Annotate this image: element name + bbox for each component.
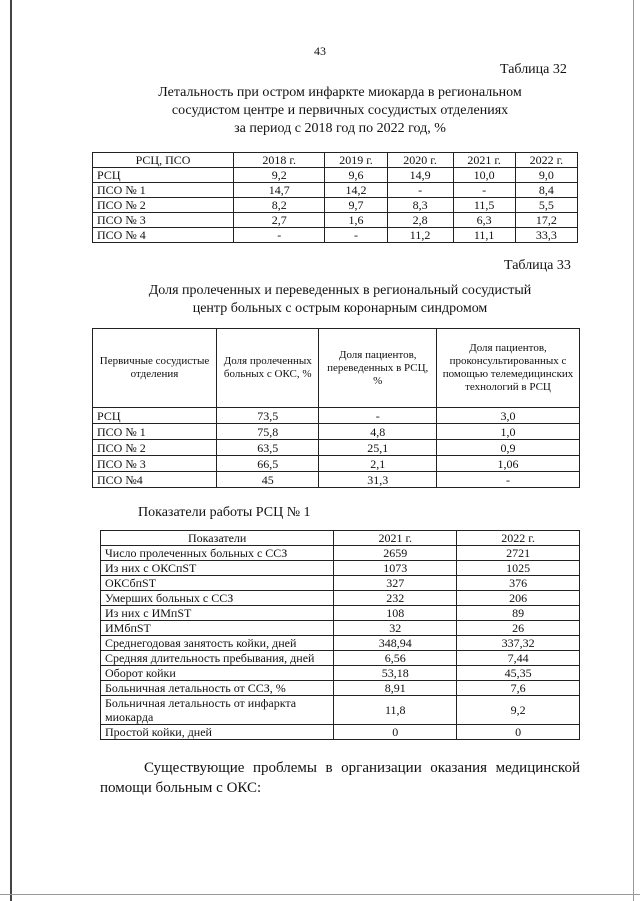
column-header: Первичные сосудистые отделения (93, 329, 217, 408)
column-header: 2022 г. (515, 153, 577, 168)
table-row (101, 606, 580, 621)
table32-body (93, 168, 578, 243)
value-cell: 4,8 (319, 424, 437, 440)
table-header-row (101, 531, 580, 546)
value-cell: 6,3 (453, 213, 515, 228)
problems-paragraph-text: Существующие проблемы в организации оказания медицинской помощи больным с ОКС: (100, 760, 580, 796)
value-cell: 75,8 (217, 424, 319, 440)
value-cell: 9,7 (325, 198, 387, 213)
value-cell: 327 (334, 576, 457, 591)
table34-header (101, 531, 580, 546)
table-row (93, 213, 578, 228)
row-label-cell: ПСО № 4 (93, 228, 234, 243)
column-header: Доля пациентов, проконсультированных с помощью телемедицинских технологий в РСЦ (437, 329, 580, 408)
scan-edge-bottom (0, 894, 640, 895)
column-header: 2021 г. (334, 531, 457, 546)
value-cell: - (233, 228, 324, 243)
value-cell: - (325, 228, 387, 243)
column-header: Доля пролеченных больных с ОКС, % (217, 329, 319, 408)
table34-rsc-performance (100, 530, 580, 740)
table33-title-line: центр больных с острым коронарным синдромом (192, 301, 488, 316)
value-cell: 2659 (334, 546, 457, 561)
row-label-cell: ПСО №4 (93, 472, 217, 488)
row-label-cell: Оборот койки (101, 666, 334, 681)
value-cell: 2,7 (233, 213, 324, 228)
table32-header (93, 153, 578, 168)
table-row (101, 681, 580, 696)
problems-paragraph (100, 758, 580, 798)
table-row (101, 651, 580, 666)
value-cell: 66,5 (217, 456, 319, 472)
value-cell: 0 (334, 725, 457, 740)
table-row (93, 456, 580, 472)
table-row (93, 183, 578, 198)
table-row (101, 561, 580, 576)
value-cell: 376 (457, 576, 580, 591)
row-label-cell: Больничная летальность от ССЗ, % (101, 681, 334, 696)
row-label-cell: ПСО № 3 (93, 456, 217, 472)
value-cell: 45 (217, 472, 319, 488)
table-row (101, 636, 580, 651)
table32-title (100, 84, 580, 138)
table-row (101, 666, 580, 681)
column-header: РСЦ, ПСО (93, 153, 234, 168)
table32-mortality (92, 152, 578, 243)
value-cell: 8,2 (233, 198, 324, 213)
value-cell: 63,5 (217, 440, 319, 456)
value-cell: 73,5 (217, 408, 319, 424)
table34-title: Показатели работы РСЦ № 1 (138, 505, 311, 520)
value-cell: 9,0 (515, 168, 577, 183)
value-cell: 108 (334, 606, 457, 621)
value-cell: 2,1 (319, 456, 437, 472)
value-cell: 337,32 (457, 636, 580, 651)
table33-title (100, 282, 580, 318)
value-cell: 2721 (457, 546, 580, 561)
value-cell: 232 (334, 591, 457, 606)
table-row (101, 621, 580, 636)
value-cell: - (453, 183, 515, 198)
page-number: 43 (314, 44, 326, 58)
value-cell: 206 (457, 591, 580, 606)
row-label-cell: ПСО № 3 (93, 213, 234, 228)
table-row (93, 424, 580, 440)
row-label-cell: Число пролеченных больных с ССЗ (101, 546, 334, 561)
table-row (93, 440, 580, 456)
table-row (101, 696, 580, 725)
value-cell: - (437, 472, 580, 488)
value-cell: 17,2 (515, 213, 577, 228)
value-cell: 1,0 (437, 424, 580, 440)
table-row (101, 725, 580, 740)
value-cell: 0 (457, 725, 580, 740)
table-row (93, 198, 578, 213)
column-header: Показатели (101, 531, 334, 546)
table-row (101, 546, 580, 561)
table-row (93, 408, 580, 424)
value-cell: 14,9 (387, 168, 453, 183)
table33-title-line: Доля пролеченных и переведенных в региональный сосудистый (148, 283, 532, 298)
row-label-cell: Простой койки, дней (101, 725, 334, 740)
table-row (93, 472, 580, 488)
row-label-cell: Умерших больных с ССЗ (101, 591, 334, 606)
table33-header (93, 329, 580, 408)
value-cell: 25,1 (319, 440, 437, 456)
table-header-row (93, 329, 580, 408)
scan-edge-left (10, 0, 12, 901)
value-cell: 26 (457, 621, 580, 636)
value-cell: 1073 (334, 561, 457, 576)
scan-edge-right (633, 0, 634, 901)
row-label-cell: ПСО № 2 (93, 440, 217, 456)
value-cell: 8,91 (334, 681, 457, 696)
column-header: 2018 г. (233, 153, 324, 168)
value-cell: 9,2 (233, 168, 324, 183)
value-cell: 33,3 (515, 228, 577, 243)
value-cell: 348,94 (334, 636, 457, 651)
value-cell: 2,8 (387, 213, 453, 228)
table32-title-line: сосудистом центре и первичных сосудистых отделениях (171, 103, 509, 118)
value-cell: 14,2 (325, 183, 387, 198)
value-cell: 31,3 (319, 472, 437, 488)
value-cell: 5,5 (515, 198, 577, 213)
table33-transfers (92, 328, 580, 488)
table-header-row (93, 153, 578, 168)
value-cell: 14,7 (233, 183, 324, 198)
value-cell: 7,44 (457, 651, 580, 666)
value-cell: 32 (334, 621, 457, 636)
value-cell: 1025 (457, 561, 580, 576)
table-row (101, 576, 580, 591)
table34-body (101, 546, 580, 740)
row-label-cell: ОКСбпST (101, 576, 334, 591)
row-label-cell: Больничная летальность от инфаркта миокарда (101, 696, 334, 725)
value-cell: 1,6 (325, 213, 387, 228)
value-cell: 45,35 (457, 666, 580, 681)
column-header: 2020 г. (387, 153, 453, 168)
row-label-cell: ИМбпST (101, 621, 334, 636)
row-label-cell: Среднегодовая занятость койки, дней (101, 636, 334, 651)
value-cell: 8,4 (515, 183, 577, 198)
table-row (93, 168, 578, 183)
value-cell: 6,56 (334, 651, 457, 666)
value-cell: 11,2 (387, 228, 453, 243)
column-header: 2021 г. (453, 153, 515, 168)
table32-title-line: за период с 2018 год по 2022 год, % (234, 121, 446, 136)
value-cell: 1,06 (437, 456, 580, 472)
value-cell: 8,3 (387, 198, 453, 213)
row-label-cell: РСЦ (93, 408, 217, 424)
value-cell: - (319, 408, 437, 424)
value-cell: 11,8 (334, 696, 457, 725)
row-label-cell: Из них с ОКСпST (101, 561, 334, 576)
table33-body (93, 408, 580, 488)
row-label-cell: Средняя длительность пребывания, дней (101, 651, 334, 666)
table33-label: Таблица 33 (504, 258, 571, 273)
table32-title-line: Летальность при остром инфаркте миокарда в региональном (158, 85, 522, 100)
table-row (101, 591, 580, 606)
value-cell: 9,2 (457, 696, 580, 725)
table32-label: Таблица 32 (500, 62, 567, 77)
value-cell: 9,6 (325, 168, 387, 183)
value-cell: - (387, 183, 453, 198)
row-label-cell: Из них с ИМпST (101, 606, 334, 621)
column-header: 2022 г. (457, 531, 580, 546)
row-label-cell: РСЦ (93, 168, 234, 183)
value-cell: 89 (457, 606, 580, 621)
value-cell: 53,18 (334, 666, 457, 681)
value-cell: 3,0 (437, 408, 580, 424)
column-header: 2019 г. (325, 153, 387, 168)
row-label-cell: ПСО № 1 (93, 183, 234, 198)
row-label-cell: ПСО № 2 (93, 198, 234, 213)
value-cell: 11,5 (453, 198, 515, 213)
value-cell: 10,0 (453, 168, 515, 183)
table-row (93, 228, 578, 243)
value-cell: 11,1 (453, 228, 515, 243)
value-cell: 0,9 (437, 440, 580, 456)
row-label-cell: ПСО № 1 (93, 424, 217, 440)
value-cell: 7,6 (457, 681, 580, 696)
column-header: Доля пациентов, переведенных в РСЦ, % (319, 329, 437, 408)
